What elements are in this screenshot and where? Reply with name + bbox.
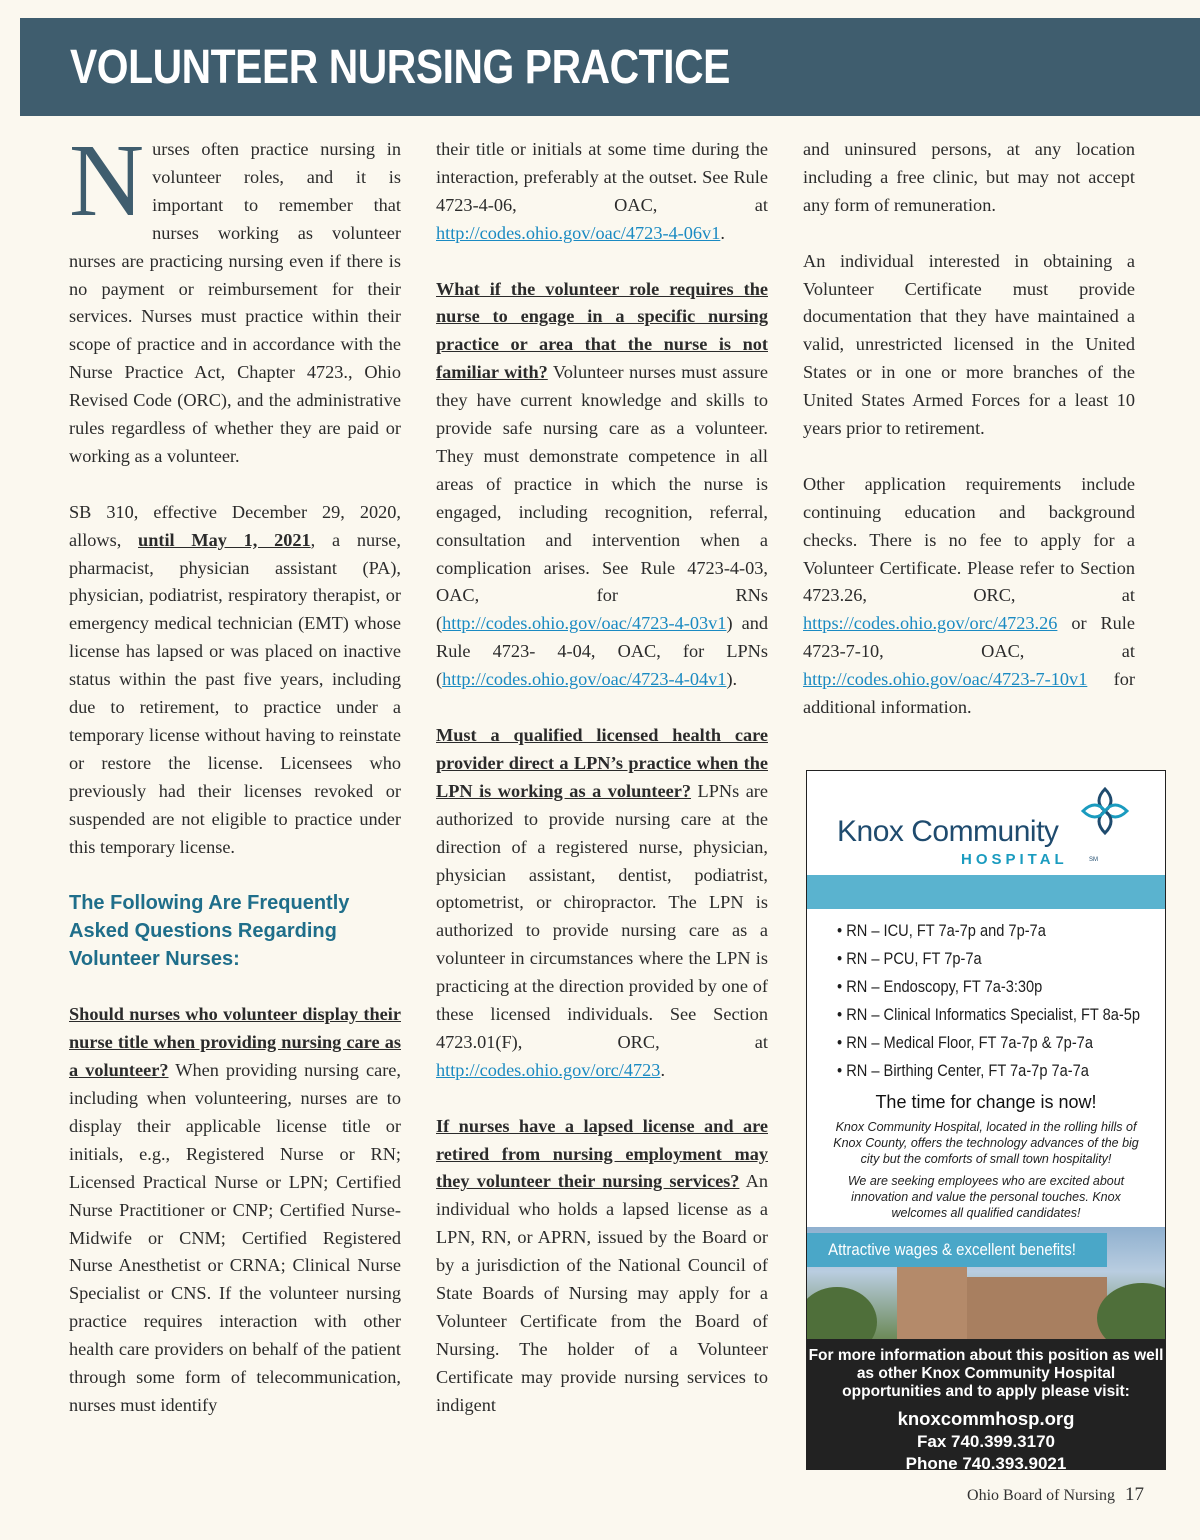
rule-4723-4-04-link[interactable]: http://codes.ohio.gov/oac/4723-4-04v1 [442, 669, 727, 690]
knot-logo-icon [1079, 785, 1131, 837]
logo-subtitle: HOSPITAL [961, 851, 1068, 868]
intro-paragraph: Nurses often practice nursing in volunteer roles, and it is important to remember that nurses working as volunteer nurses are practicing nursing even if there is no payment or reimbursement for their services. Nurses must practice within their scope of practice and in accordance with the Nurse Practice Act, Chapter 4723., Ohio Revised Code (ORC), and the administrative rules regardless of whether they are paid or working as a volunteer. [69, 123, 401, 466]
certificate-requirements-paragraph: An individual interested in obtaining a Volunteer Certificate must provide documentation that they have maintained a valid, unrestricted licensed in the United States or in one or more branches of the United States Armed Forces for a least 10 years prior to retirement. [803, 250, 1135, 439]
building-shape [967, 1277, 1107, 1339]
job-listing: • RN – Birthing Center, FT 7a-7p 7a-7a [837, 1057, 1140, 1085]
ad-contact [807, 1339, 1165, 1469]
ad-description: We are seeking employees who are excited about innovation and value the personal touches. Knox welcomes all qualified candidates! [847, 1174, 1125, 1220]
accent-stripe [807, 875, 1165, 909]
faq-question: Must a qualified licensed health care provider direct a LPN’s practice when the LPN is working as a volunteer? [436, 725, 768, 801]
rule-4723-4-06-link[interactable]: http://codes.ohio.gov/oac/4723-4-06v1 [436, 222, 721, 243]
knox-hospital-ad[interactable] [806, 770, 1166, 1470]
faq-question: If nurses have a lapsed license and are retired from nursing employment may they volunteer their nursing services? [436, 1115, 768, 1192]
application-requirements-paragraph: Other application requirements include continuing education and background checks. There is no fee to apply for a Volunteer Certificate. Please refer to Section 4723.26, ORC, at https://codes.ohio.gov/orc/4723.26 or Rule 4723-7-10, OAC, at http://codes.ohio.gov/oac/4723-7-10v1 for additional information. [803, 473, 1135, 718]
job-listing: • RN – PCU, FT 7p-7a [837, 945, 1140, 973]
job-listing: • RN – Medical Floor, FT 7a-7p & 7p-7a [837, 1029, 1140, 1057]
job-listing: • RN – ICU, FT 7a-7p and 7p-7a [837, 917, 1140, 945]
drop-cap: N [69, 123, 145, 238]
rule-4723-7-10-link[interactable]: http://codes.ohio.gov/oac/4723-7-10v1 [803, 669, 1088, 690]
column-1 [69, 123, 401, 1420]
faq-question: What if the volunteer role requires the nurse to engage in a specific nursing practice or area that the nurse is not familiar with? [436, 278, 768, 383]
logo-name: Knox Community [837, 815, 1059, 848]
deadline-date: until May 1, 2021 [138, 529, 311, 550]
sb310-paragraph: SB 310, effective December 29, 2020, allows, until May 1, 2021, a nurse, pharmacist, physician assistant (PA), physician, podiatrist, respiratory therapist, or emergency medical technician (EMT) whose license has lapsed or was placed on inactive status within the past five years, including due to retirement, to practice under a temporary license without having to reinstate or restore the license. Licensees who previously had their licenses revoked or suspended are not eligible to practice under this temporary license. [69, 501, 401, 857]
faq-heading: The Following Are Frequently Asked Questions Regarding Volunteer Nurses: [69, 892, 350, 971]
continued-paragraph: their title or initials at some time during the interaction, preferably at the outset. See Rule 4723-4-06, OAC, at http://codes.ohio.gov/oac/4723-4-06v1. [436, 139, 768, 243]
faq-item-lpn-direction: Must a qualified licensed health care provider direct a LPN’s practice when the LPN is working as a volunteer? LPNs are authorized to provide nursing care at the direction of a registered nurse, physician, physician assistant, dentist, podiatrist, optometrist, or chiropractor. The LPN is authorized to provide nursing care as a volunteer in circumstances where the LPN is practicing at the direction provided by one of these licensed individuals. See Section 4723.01(F), ORC, at http://codes.ohio.gov/orc/4723. [436, 725, 769, 1080]
faq-item-lapsed-license: If nurses have a lapsed license and are retired from nursing employment may they volunteer their nursing services? An individual who holds a lapsed license as a LPN, RN, or APRN, issued by the Board or by a jurisdiction of the National Council of State Boards of Nursing may apply for a Volunteer Certificate from the Board of Nursing. The holder of a Volunteer Certificate may provide nursing services to indigent [436, 1115, 768, 1415]
faq-question: Should nurses who volunteer display their nurse title when providing nursing care as a volunteer? [69, 1004, 401, 1081]
continued-paragraph: and uninsured persons, at any location including a free clinic, but may not accept any form of remuneration. [803, 139, 1135, 215]
faq-item-display-title: Should nurses who volunteer display their nurse title when providing nursing care as a volunteer? When providing nursing care, including when volunteering, nurses are to display their applicable license title or initials, e.g., Registered Nurse or RN; Licensed Practical Nurse or LPN; Certified Nurse Practitioner or CNP; Certified Nurse-Midwife or CNM; Certified Registered Nurse Anesthetist or CRNA; Clinical Nurse Specialist or CNS. If the volunteer nursing practice requires interaction with other health care providers on behalf of the patient through some form of telecommunication, nurses must identify [69, 1004, 401, 1416]
job-list [837, 917, 1166, 1085]
job-listing: • RN – Endoscopy, FT 7a-3:30p [837, 973, 1140, 1001]
faq-item-unfamiliar-practice: What if the volunteer role requires the nurse to engage in a specific nursing practice or area that the nurse is not familiar with? Volunteer nurses must assure they have current knowledge and skills to provide safe nursing care as a volunteer. They must demonstrate competence in all areas of practice in which the nurse is engaged, including recognition, referral, consultation and intervention when a complication arises. See Rule 4723-4-03, OAC, for RNs (http://codes.ohio.gov/oac/4723-4-03v1) and Rule 4723- 4-04, OAC, for LPNs (http://codes.ohio.gov/oac/4723-4-04v1). [436, 278, 768, 690]
ad-description: Knox Community Hospital, located in the rolling hills of Knox County, offers the technology advances of the big city but the comforts of small town hospitality! [833, 1120, 1139, 1166]
service-mark: SM [1089, 857, 1098, 863]
ad-tagline: The time for change is now! [875, 1092, 1097, 1112]
phone-number: Phone 740.393.9021 [905, 1454, 1067, 1470]
column-3 [803, 136, 1135, 722]
page-title: VOLUNTEER NURSING PRACTICE [70, 41, 730, 94]
section-4723-26-link[interactable]: https://codes.ohio.gov/orc/4723.26 [803, 613, 1058, 634]
column-2 [436, 136, 768, 1420]
benefits-banner: Attractive wages & excellent benefits! [807, 1233, 1107, 1267]
section-4723-link[interactable]: http://codes.ohio.gov/orc/4723 [436, 1059, 661, 1080]
job-listing: • RN – Clinical Informatics Specialist, FT 8a-5p [837, 1001, 1140, 1029]
publication-name: Ohio Board of Nursing [967, 1487, 1115, 1504]
rule-4723-4-03-link[interactable]: http://codes.ohio.gov/oac/4723-4-03v1 [442, 613, 727, 634]
page-number: 17 [1125, 1484, 1144, 1505]
page-footer [967, 1484, 1144, 1506]
contact-info: For more information about this position as well as other Knox Community Hospital opportunities and to apply please visit: [808, 1347, 1164, 1400]
fax-number: Fax 740.399.3170 [916, 1432, 1055, 1451]
website-link[interactable]: knoxcommhosp.org [897, 1408, 1075, 1429]
title-banner [20, 18, 1200, 116]
